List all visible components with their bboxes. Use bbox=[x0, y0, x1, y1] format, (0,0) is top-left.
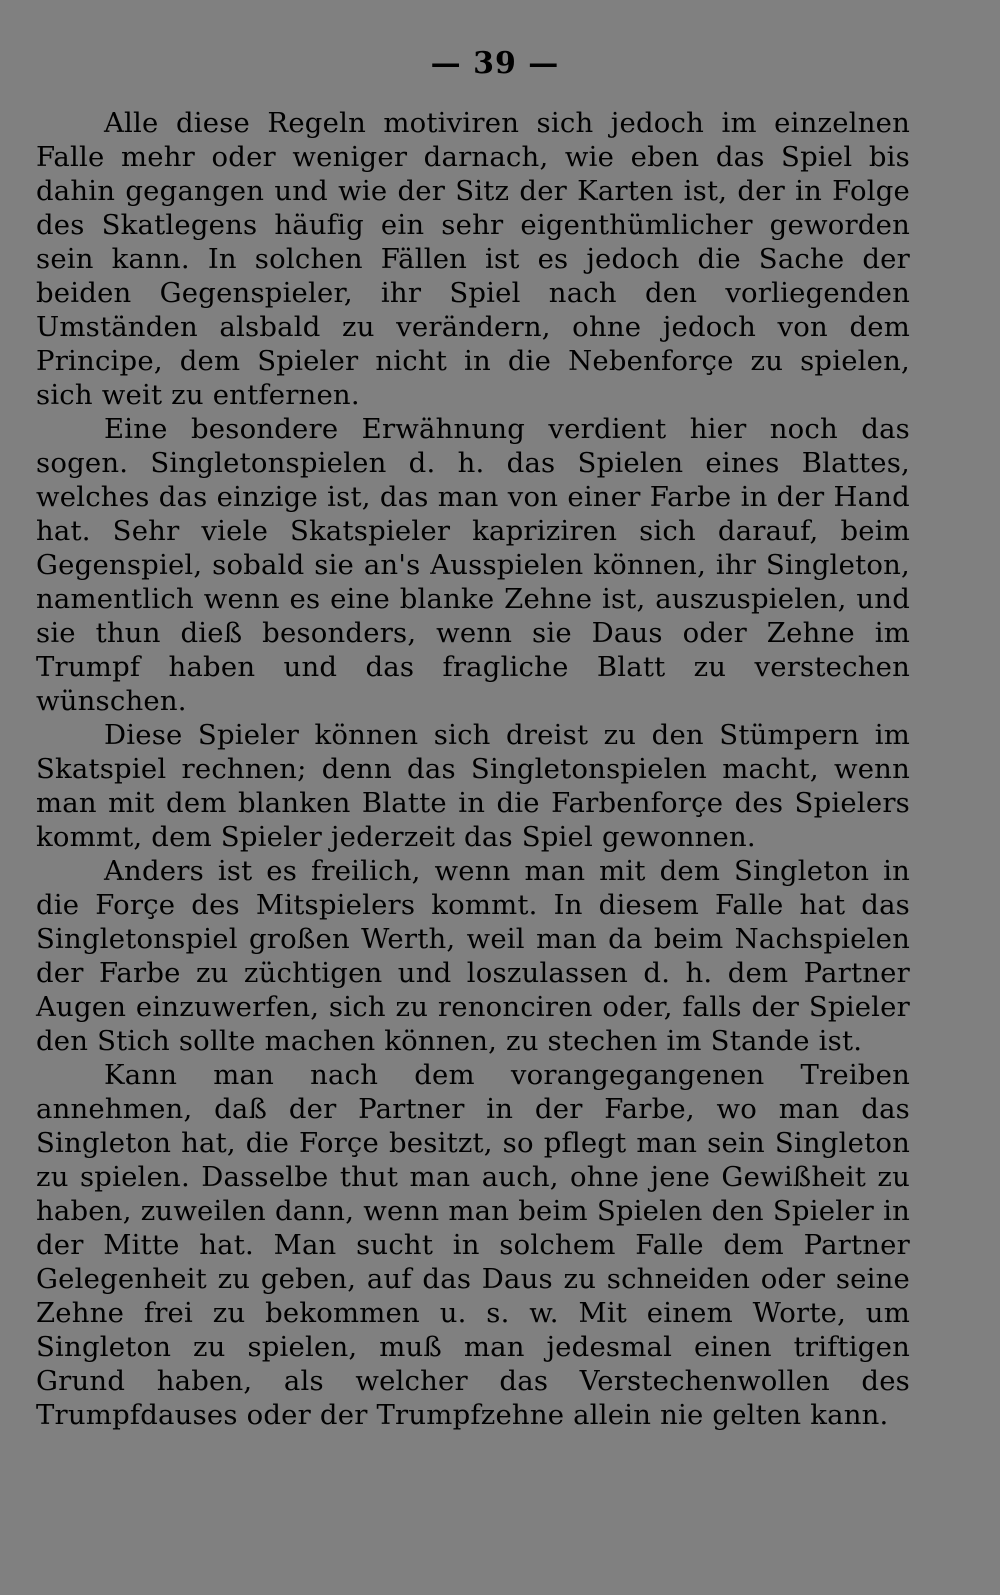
paragraph-3: Diese Spieler können sich dreist zu den Stümpern im Skatspiel rechnen; denn das Singletonspielen macht, wenn man mit dem blanken Blatte in die Farbenforçe des Spielers kommt, dem Spieler jederzeit das Spiel gewonnen. bbox=[36, 719, 910, 853]
page-number: — 39 — bbox=[430, 46, 560, 81]
body-text bbox=[36, 106, 910, 1432]
paragraph-1: Alle diese Regeln motiviren sich jedoch im einzelnen Falle mehr oder weniger darnach, wie eben das Spiel bis dahin gegangen und wie der Sitz der Karten ist, der in Folge des Skatlegens häufig ein sehr eigenthümlicher geworden sein kann. In solchen Fällen ist es jedoch die Sache der beiden Gegenspieler, ihr Spiel nach den vorliegenden Umständen alsbald zu verändern, ohne jedoch von dem Principe, dem Spieler nicht in die Nebenforçe zu spielen, sich weit zu entfernen. bbox=[36, 107, 910, 411]
paragraph-5: Kann man nach dem vorangegangenen Treiben annehmen, daß der Partner in der Farbe, wo man das Singleton hat, die Forçe besitzt, so pflegt man sein Singleton zu spielen. Dasselbe thut man auch, ohne jene Gewißheit zu haben, zuweilen dann, wenn man beim Spielen den Spieler in der Mitte hat. Man sucht in solchem Falle dem Partner Gelegenheit zu geben, auf das Daus zu schneiden oder seine Zehne frei zu bekommen u. s. w. Mit einem Worte, um Singleton zu spielen, muß man jedesmal einen triftigen Grund haben, als welcher das Verstechenwollen des Trumpfdauses oder der Trumpfzehne allein nie gelten kann. bbox=[36, 1059, 910, 1431]
paragraph-2: Eine besondere Erwähnung verdient hier noch das sogen. Singletonspielen d. h. das Spielen eines Blattes, welches das einzige ist, das man von einer Farbe in der Hand hat. Sehr viele Skatspieler kapriziren sich darauf, beim Gegenspiel, sobald sie an's Ausspielen können, ihr Singleton, namentlich wenn es eine blanke Zehne ist, auszuspielen, und sie thun dieß besonders, wenn sie Daus oder Zehne im Trumpf haben und das fragliche Blatt zu verstechen wünschen. bbox=[36, 413, 910, 717]
paragraph-4: Anders ist es freilich, wenn man mit dem Singleton in die Forçe des Mitspielers kommt. In diesem Falle hat das Singletonspiel großen Werth, weil man da beim Nachspielen der Farbe zu züchtigen und loszulassen d. h. dem Partner Augen einzuwerfen, sich zu renonciren oder, falls der Spieler den Stich sollte machen können, zu stechen im Stande ist. bbox=[36, 855, 910, 1057]
